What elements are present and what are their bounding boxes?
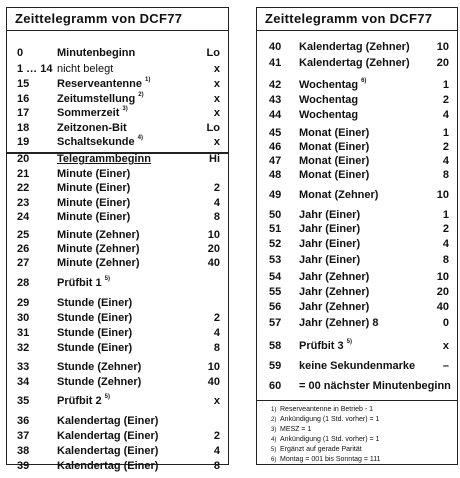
bit-description (57, 445, 158, 457)
bit-value: 1 (442, 127, 449, 139)
bit-description-text: Kalendertag (Einer) (57, 460, 159, 472)
bit-number: 55 (269, 286, 282, 298)
bit-description-text: Minute (Einer) (57, 211, 131, 223)
bit-number: 20 (17, 153, 30, 165)
bit-value: 1 (442, 209, 449, 221)
footnote-key: 1) (271, 407, 277, 413)
bit-description-text: Stunde (Einer) (57, 342, 133, 354)
bit-value: 4 (213, 327, 220, 339)
bit-description-text: Jahr (Einer) (299, 238, 361, 250)
bit-number: 26 (17, 243, 30, 255)
bit-value: 2 (213, 430, 220, 442)
bit-value: x (213, 78, 220, 90)
bit-value: 2 (213, 312, 220, 324)
bit-number: 33 (17, 361, 30, 373)
bit-number: 43 (269, 94, 282, 106)
bit-description (299, 79, 366, 91)
bit-number: 44 (269, 109, 282, 121)
bit-description (57, 47, 135, 59)
bit-value: 10 (207, 361, 220, 373)
bit-description-text: Kalendertag (Einer) (57, 430, 159, 442)
bit-number: 60 (269, 380, 282, 392)
bit-description (57, 93, 144, 105)
footnote (271, 425, 457, 435)
bit-description (57, 153, 151, 165)
footnote-text: Ankündigung (1 Std. vorher) = 1 (280, 416, 380, 423)
bit-value: – (442, 360, 449, 372)
bit-description (57, 415, 158, 427)
bit-description-text: keine Sekundenmarke (299, 360, 416, 372)
bit-number: 57 (269, 317, 282, 329)
bit-description (299, 360, 415, 372)
bit-description (299, 189, 378, 201)
bit-value: 40 (436, 301, 449, 313)
footnote-marker: 4) (137, 135, 143, 141)
bit-value: 10 (436, 271, 449, 283)
bit-number: 37 (17, 430, 30, 442)
bit-value: x (442, 340, 449, 352)
footnote-marker: 5) (104, 276, 110, 282)
bit-value: 8 (213, 460, 220, 472)
bit-description-text: Minute (Einer) (57, 197, 131, 209)
bit-value: 8 (213, 342, 220, 354)
bit-number: 42 (269, 79, 282, 91)
bit-description-text: Monat (Einer) (299, 141, 370, 153)
footnote-marker: 5) (104, 394, 110, 400)
bit-description-text: Schaltsekunde (57, 136, 135, 148)
bit-value: 4 (442, 238, 449, 250)
bit-description (299, 223, 360, 235)
bit-number: 48 (269, 169, 282, 181)
bit-value: 4 (213, 445, 220, 457)
footnote (271, 405, 457, 415)
bit-description (57, 229, 140, 241)
bit-number: 23 (17, 197, 30, 209)
bit-number: 27 (17, 257, 30, 269)
bit-description-text: Prüfbit 1 (57, 277, 102, 289)
bit-value: 40 (207, 257, 220, 269)
bit-description-text: Jahr (Zehner) 8 (299, 317, 379, 329)
bit-description (57, 211, 130, 223)
bit-number: 53 (269, 254, 282, 266)
bit-description-text: Jahr (Zehner) (299, 301, 370, 313)
bit-description (299, 238, 360, 250)
bit-number: 25 (17, 229, 30, 241)
bit-number: 15 (17, 78, 30, 90)
bit-description-text: Monat (Einer) (299, 127, 370, 139)
bit-number: 59 (269, 360, 282, 372)
bit-description (57, 182, 130, 194)
bit-number: 56 (269, 301, 282, 313)
footnote-text: Reserveantenne in Betrieb - 1 (280, 406, 373, 413)
bit-value: 10 (436, 41, 449, 53)
bit-description-text: Zeitzonen-Bit (57, 122, 127, 134)
bit-number: 49 (269, 189, 282, 201)
bit-description (57, 376, 141, 388)
footnote-text: MESZ = 1 (280, 426, 312, 433)
bit-number: 17 (17, 107, 30, 119)
bit-description-text: Zeitumstellung (57, 93, 136, 105)
bit-number: 54 (269, 271, 282, 283)
bit-number: 16 (17, 93, 30, 105)
bit-number: 21 (17, 168, 30, 180)
bit-number: 32 (17, 342, 30, 354)
bit-description-text: Minutenbeginn (57, 47, 136, 59)
bit-description (57, 78, 150, 90)
left-table-title: Zeittelegramm von DCF77 (7, 8, 228, 31)
bit-value: Lo (206, 122, 220, 134)
bit-description (299, 254, 360, 266)
footnote (271, 445, 457, 455)
bit-number: 40 (269, 41, 282, 53)
bit-description (57, 327, 132, 339)
bit-description-text: Jahr (Zehner) (299, 271, 370, 283)
bit-description (299, 301, 369, 313)
bit-description-text: Kalendertag (Einer) (57, 445, 159, 457)
bit-description (299, 94, 358, 106)
bit-description-text: Monat (Zehner) (299, 189, 379, 201)
bit-description (299, 127, 369, 139)
bit-description (57, 342, 132, 354)
footnote-key: 3) (271, 427, 277, 433)
bit-value: 1 (442, 79, 449, 91)
bit-description-text: Jahr (Zehner) (299, 286, 370, 298)
bit-number: 19 (17, 136, 30, 148)
bit-value: 4 (213, 197, 220, 209)
bit-description-text: Jahr (Einer) (299, 209, 361, 221)
bit-description (299, 169, 369, 181)
bit-value: 2 (442, 94, 449, 106)
bit-description (57, 197, 130, 209)
bit-description (299, 340, 352, 352)
bit-number: 45 (269, 127, 282, 139)
bit-value: x (213, 395, 220, 407)
bit-value: 20 (436, 286, 449, 298)
bit-description (57, 430, 158, 442)
bit-number: 38 (17, 445, 30, 457)
bit-number: 39 (17, 460, 30, 472)
bit-description (57, 168, 130, 180)
footnote-key: 6) (271, 457, 277, 463)
bit-description-text: Stunde (Zehner) (57, 361, 142, 373)
bit-description (57, 122, 127, 134)
bit-description-text: Stunde (Zehner) (57, 376, 142, 388)
bit-number: 29 (17, 297, 30, 309)
bit-description-text: Minute (Zehner) (57, 243, 140, 255)
bit-value: 2 (213, 182, 220, 194)
bit-value: 2 (442, 223, 449, 235)
footnote-marker: 5) (346, 339, 352, 345)
bit-description (57, 243, 140, 255)
bit-description (299, 209, 360, 221)
bit-description (57, 312, 132, 324)
bit-number: 24 (17, 211, 30, 223)
footnote-key: 4) (271, 437, 277, 443)
bit-value: 4 (442, 155, 449, 167)
bit-description-text: Wochentag (299, 94, 359, 106)
bit-value: Lo (206, 47, 220, 59)
bit-description-text: Minute (Zehner) (57, 229, 140, 241)
bit-number: 0 (17, 47, 24, 59)
bit-description-text: Reserveantenne (57, 78, 142, 90)
footnote-marker: 6) (361, 78, 367, 84)
bit-description-text: Minute (Einer) (57, 168, 131, 180)
bit-description-text: nicht belegt (57, 63, 114, 75)
left-telegram-table (6, 7, 229, 472)
bit-description-text: Kalendertag (Zehner) (299, 57, 410, 69)
footnotes (257, 400, 457, 464)
bit-description-text: Stunde (Einer) (57, 297, 133, 309)
bit-description-text: Minute (Einer) (57, 182, 131, 194)
footnote-key: 2) (271, 417, 277, 423)
bit-description (57, 361, 141, 373)
bit-number: 31 (17, 327, 30, 339)
bit-description-text: Sommerzeit (57, 107, 120, 119)
bit-number: 28 (17, 277, 30, 289)
bit-number: 58 (269, 340, 282, 352)
table-row (7, 152, 228, 165)
bit-description (299, 41, 410, 53)
bit-value: x (213, 107, 220, 119)
footnote-marker: 3) (122, 106, 128, 112)
bit-number: 34 (17, 376, 30, 388)
bit-number: 47 (269, 155, 282, 167)
bit-description (57, 277, 110, 289)
bit-description (299, 271, 369, 283)
bit-value: 20 (207, 243, 220, 255)
bit-description-text: Kalendertag (Einer) (57, 415, 159, 427)
right-table-title: Zeittelegramm von DCF77 (257, 8, 457, 31)
bit-description-text: = 00 nächster Minutenbeginn (299, 380, 451, 392)
bit-number: 30 (17, 312, 30, 324)
bit-description-text: Telegrammbeginn (57, 153, 151, 165)
bit-description (299, 141, 369, 153)
bit-number: 18 (17, 122, 30, 134)
bit-value: 20 (436, 57, 449, 69)
right-telegram-table (256, 7, 458, 465)
footnote-text: Ergänzt auf gerade Parität (280, 446, 362, 453)
bit-description-text: Prüfbit 3 (299, 340, 344, 352)
bit-number: 36 (17, 415, 30, 427)
footnote (271, 415, 457, 425)
bit-description-text: Prüfbit 2 (57, 395, 102, 407)
bit-description-text: Minute (Zehner) (57, 257, 140, 269)
bit-description (299, 380, 451, 392)
bit-description (299, 317, 378, 329)
bit-value: 8 (442, 169, 449, 181)
bit-value: Hi (209, 153, 220, 165)
bit-number: 50 (269, 209, 282, 221)
bit-description-text: Monat (Einer) (299, 155, 370, 167)
bit-description (299, 155, 369, 167)
bit-description-text: Monat (Einer) (299, 169, 370, 181)
bit-value: x (213, 136, 220, 148)
bit-value: 10 (207, 229, 220, 241)
bit-description-text: Wochentag (299, 79, 359, 91)
bit-value: 40 (207, 376, 220, 388)
bit-description-text: Jahr (Einer) (299, 254, 361, 266)
bit-description (57, 297, 132, 309)
bit-description (57, 107, 128, 119)
bit-number: 51 (269, 223, 282, 235)
bit-description-text: Wochentag (299, 109, 359, 121)
bit-number: 22 (17, 182, 30, 194)
bit-value: 8 (213, 211, 220, 223)
bit-value: 4 (442, 109, 449, 121)
bit-description (57, 63, 113, 75)
bit-description-text: Stunde (Einer) (57, 327, 133, 339)
bit-value: x (213, 63, 220, 75)
bit-value: 0 (442, 317, 449, 329)
footnote (271, 435, 457, 445)
bit-number: 52 (269, 238, 282, 250)
bit-description (299, 57, 410, 69)
bit-number: 35 (17, 395, 30, 407)
bit-number: 46 (269, 141, 282, 153)
bit-value: x (213, 93, 220, 105)
bit-number: 1 … 14 (17, 63, 53, 75)
bit-description-text: Stunde (Einer) (57, 312, 133, 324)
bit-description (299, 109, 358, 121)
footnote-text: Montag = 001 bis Sonntag = 111 (280, 456, 381, 463)
bit-description (57, 257, 140, 269)
bit-description (57, 395, 110, 407)
bit-number: 41 (269, 57, 282, 69)
bit-description (57, 136, 143, 148)
bit-value: 2 (442, 141, 449, 153)
bit-description (299, 286, 369, 298)
footnote-marker: 2) (138, 92, 144, 98)
footnote-marker: 1) (145, 77, 151, 83)
footnote (271, 455, 457, 465)
bit-description-text: Jahr (Einer) (299, 223, 361, 235)
footnote-text: Ankündigung (1 Std. vorher) = 1 (280, 436, 380, 443)
bit-value: 8 (442, 254, 449, 266)
bit-value: 10 (436, 189, 449, 201)
bit-description-text: Kalendertag (Zehner) (299, 41, 410, 53)
footnote-key: 5) (271, 447, 277, 453)
bit-description (57, 460, 158, 472)
